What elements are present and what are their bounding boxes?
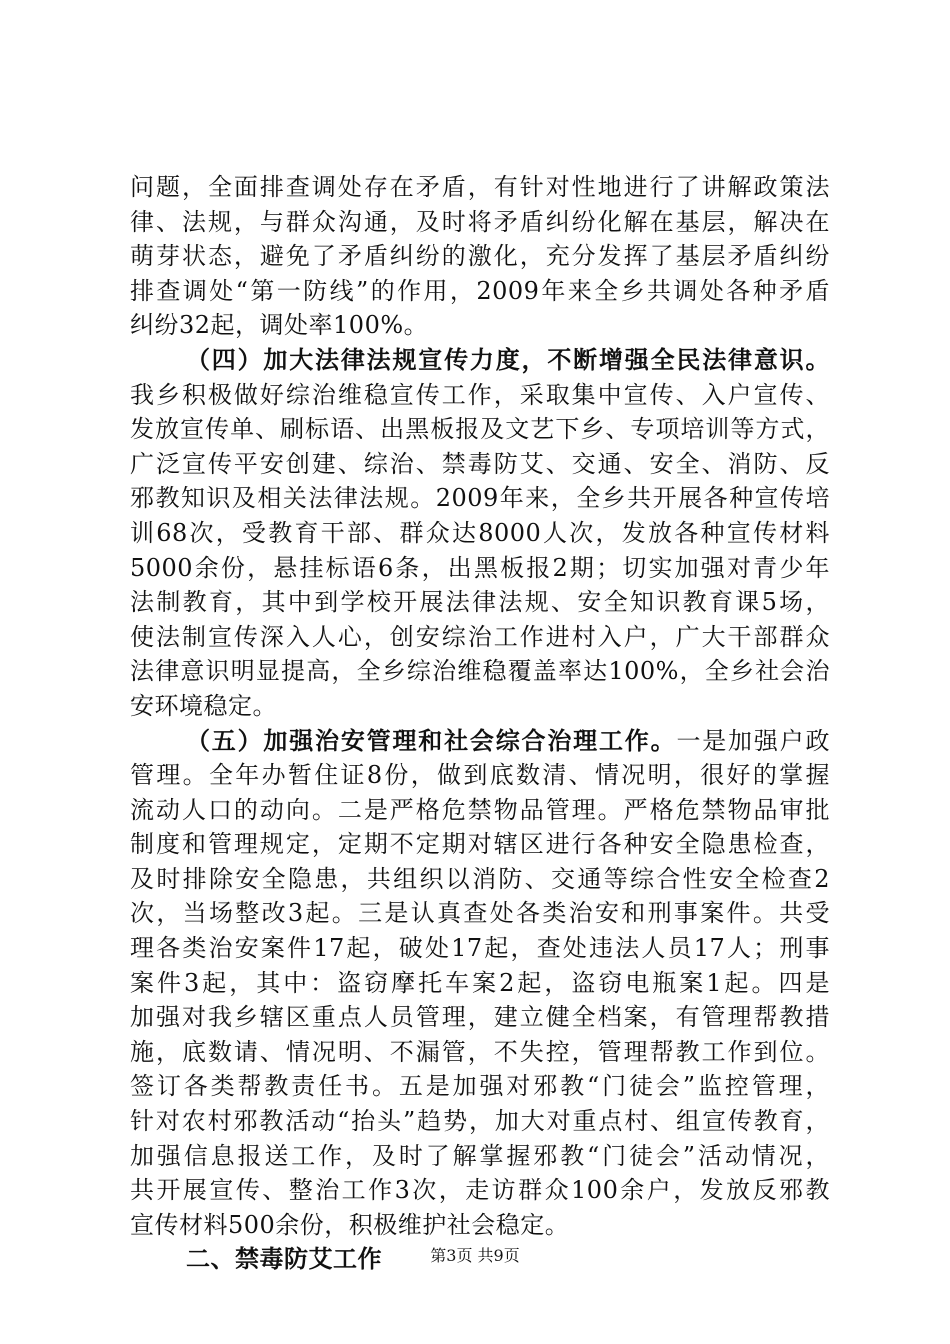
text-line <box>130 1173 830 1208</box>
text-line <box>130 447 830 482</box>
line-text: 排查调处“第一防线”的作用，2009年来全乡共调处各种矛盾 <box>130 276 830 305</box>
line-text: 及时排除安全隐患，共组织以消防、交通等综合性安全检查2 <box>130 864 830 893</box>
line-text: 发放宣传单、刷标语、出黑板报及文艺下乡、专项培训等方式， <box>130 415 830 444</box>
text-line <box>130 1069 830 1104</box>
text-line <box>130 896 830 931</box>
line-text: 施，底数请、情况明、不漏管，不失控，管理帮教工作到位。 <box>130 1037 830 1066</box>
text-line <box>130 1000 830 1035</box>
text-line <box>130 239 830 274</box>
text-line <box>130 378 830 413</box>
line-text: 纠纷32起，调处率100%。 <box>130 311 429 340</box>
text-line <box>130 793 830 828</box>
text-line <box>130 724 830 759</box>
text-line <box>130 620 830 655</box>
section-heading: 二、禁毒防艾工作 <box>186 1245 382 1274</box>
text-line <box>130 516 830 551</box>
text-line <box>130 1035 830 1070</box>
text-line <box>130 1208 830 1243</box>
line-text: 广泛宣传平安创建、综治、禁毒防艾、交通、安全、消防、反 <box>130 449 830 478</box>
line-text: 宣传材料500余份，积极维护社会稳定。 <box>130 1210 570 1239</box>
text-line <box>130 308 830 343</box>
text-line <box>130 205 830 240</box>
text-line <box>130 654 830 689</box>
line-text: 邪教知识及相关法律法规。2009年来，全乡共开展各种宣传培 <box>130 484 830 513</box>
line-text: 加强信息报送工作，及时了解掌握邪教“门徒会”活动情况， <box>130 1141 830 1170</box>
line-text: 训68次，受教育干部、群众达8000人次，发放各种宣传材料 <box>130 518 830 547</box>
page-footer: 第3页 共9页 <box>430 1246 520 1265</box>
text-line <box>130 1139 830 1174</box>
line-text: 案件3起，其中：盗窃摩托车案2起，盗窃电瓶案1起。四是 <box>130 968 830 997</box>
line-text: 针对农村邪教活动“抬头”趋势，加大对重点村、组宣传教育， <box>130 1107 830 1136</box>
line-text: 5000余份，悬挂标语6条，出黑板报2期；切实加强对青少年 <box>130 553 830 582</box>
line-text: 萌芽状态，避免了矛盾纠纷的激化，充分发挥了基层矛盾纠纷 <box>130 242 830 271</box>
text-line <box>130 585 830 620</box>
line-text: 加强对我乡辖区重点人员管理，建立健全档案，有管理帮教措 <box>130 1003 830 1032</box>
line-text: 律、法规，与群众沟通，及时将矛盾纠纷化解在基层，解决在 <box>130 207 830 236</box>
line-text: 一是加强户政 <box>676 726 830 755</box>
line-text: 理各类治安案件17起，破处17起，查处违法人员17人；刑事 <box>130 934 830 963</box>
text-line <box>130 862 830 897</box>
line-text: 使法制宣传深入人心，创安综治工作进村入户，广大干部群众 <box>130 622 830 651</box>
text-line <box>130 343 830 378</box>
text-line <box>130 412 830 447</box>
text-line <box>130 689 830 724</box>
line-text: 法律意识明显提高，全乡综治维稳覆盖率达100%，全乡社会治 <box>130 657 830 686</box>
text-line <box>130 966 830 1001</box>
section-heading: （四）加大法律法规宣传力度，不断增强全民法律意识。 <box>186 345 830 374</box>
text-line <box>130 758 830 793</box>
text-line <box>130 931 830 966</box>
line-text: 流动人口的动向。二是严格危禁物品管理。严格危禁物品审批 <box>130 795 830 824</box>
line-text: 安环境稳定。 <box>130 691 277 720</box>
text-line <box>130 827 830 862</box>
line-text: 法制教育，其中到学校开展法律法规、安全知识教育课5场， <box>130 588 830 617</box>
line-text: 管理。全年办暂住证8份，做到底数清、情况明，很好的掌握 <box>130 761 830 790</box>
text-line <box>130 170 830 205</box>
text-line <box>130 1104 830 1139</box>
text-line <box>130 551 830 586</box>
line-text: 我乡积极做好综治维稳宣传工作，采取集中宣传、入户宣传、 <box>130 380 830 409</box>
line-text: 签订各类帮教责任书。五是加强对邪教“门徒会”监控管理， <box>130 1072 830 1101</box>
line-text: 共开展宣传、整治工作3次，走访群众100余户，发放反邪教 <box>130 1176 830 1205</box>
section-heading: （五）加强治安管理和社会综合治理工作。 <box>186 726 677 755</box>
line-text: 次，当场整改3起。三是认真查处各类治安和刑事案件。共受 <box>130 899 830 928</box>
line-text: 制度和管理规定，定期不定期对辖区进行各种安全隐患检查， <box>130 830 830 859</box>
document-body <box>130 170 830 1277</box>
text-line <box>130 481 830 516</box>
text-line <box>130 274 830 309</box>
line-text: 问题，全面排查调处存在矛盾，有针对性地进行了讲解政策法 <box>130 173 830 201</box>
